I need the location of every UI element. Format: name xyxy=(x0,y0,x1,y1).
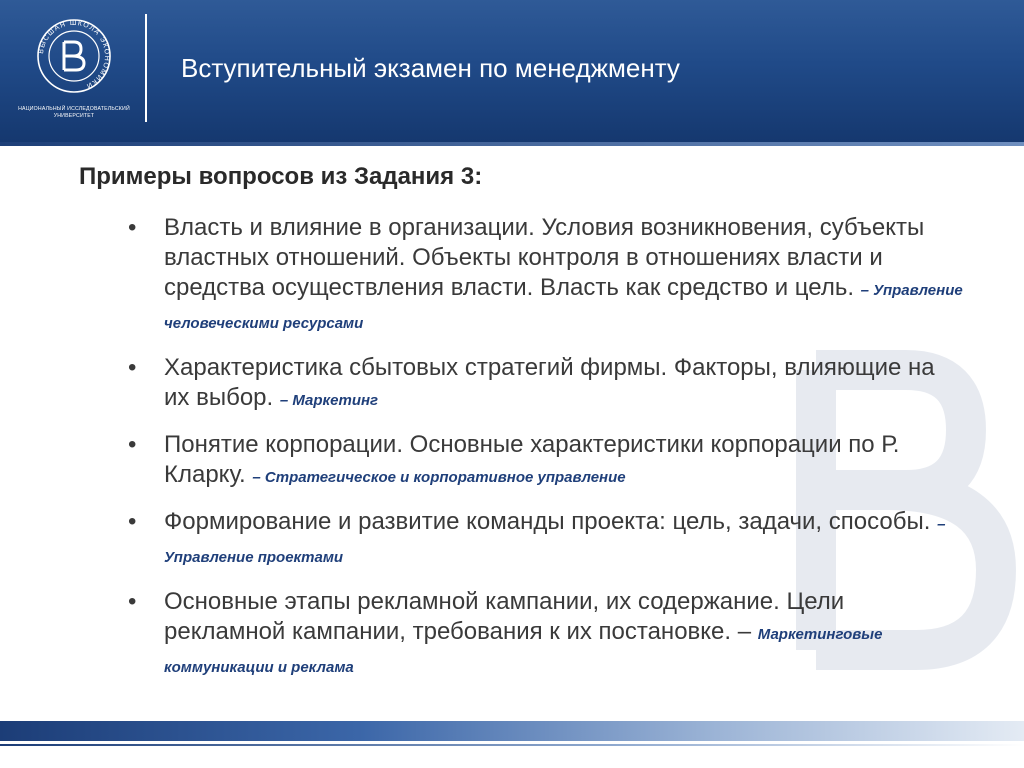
header-accent-strip xyxy=(0,142,1024,146)
logo-caption-line1: НАЦИОНАЛЬНЫЙ ИССЛЕДОВАТЕЛЬСКИЙ xyxy=(18,106,130,112)
question-text: Понятие корпорации. Основные характеристики корпорации по Р. Кларку. xyxy=(164,431,900,488)
question-item xyxy=(128,507,964,573)
question-item xyxy=(128,430,964,493)
footer-gradient-bar xyxy=(0,721,1024,741)
question-text: Основные этапы рекламной кампании, их содержание. Цели рекламной кампании, требования к их постановке. – xyxy=(164,588,845,645)
slide-header xyxy=(0,0,1024,142)
question-text: Формирование и развитие команды проекта: цель, задачи, способы. xyxy=(164,508,938,535)
question-subject: Маркетинговые коммуникации и реклама xyxy=(164,626,883,676)
question-subject: – Управление проектами xyxy=(164,516,946,566)
university-emblem-icon xyxy=(36,10,112,102)
bullet-icon: • xyxy=(128,588,137,615)
bullet-icon: • xyxy=(128,508,137,535)
question-item xyxy=(128,353,964,416)
question-list xyxy=(79,213,964,683)
university-logo xyxy=(18,10,130,134)
logo-caption-line2: УНИВЕРСИТЕТ xyxy=(53,113,95,119)
question-item xyxy=(128,213,964,339)
question-item xyxy=(128,587,964,683)
question-subject: – Стратегическое и корпоративное управление xyxy=(252,469,626,486)
question-subject: – Маркетинг xyxy=(279,392,379,409)
header-divider xyxy=(145,14,147,122)
logo-ring-text: ВЫСШАЯ ШКОЛА ЭКОНОМИКИ xyxy=(37,19,111,90)
question-text: Характеристика сбытовых стратегий фирмы. Факторы, влияющие на их выбор. xyxy=(164,354,935,411)
slide-title: Вступительный экзамен по менеджменту xyxy=(181,53,680,83)
logo-caption xyxy=(18,106,130,120)
bullet-icon: • xyxy=(128,214,137,241)
footer-line xyxy=(0,744,1024,746)
slide-content xyxy=(79,163,979,697)
question-text: Власть и влияние в организации. Условия возникновения, субъекты властных отношений. Объекты контроля в отношениях власти и средства осуществления власти. Власть как средство и цель. xyxy=(164,214,925,301)
question-subject: – Управление человеческими ресурсами xyxy=(164,282,963,332)
section-heading: Примеры вопросов из Задания 3: xyxy=(79,163,483,190)
bullet-icon: • xyxy=(128,354,137,381)
bullet-icon: • xyxy=(128,431,137,458)
